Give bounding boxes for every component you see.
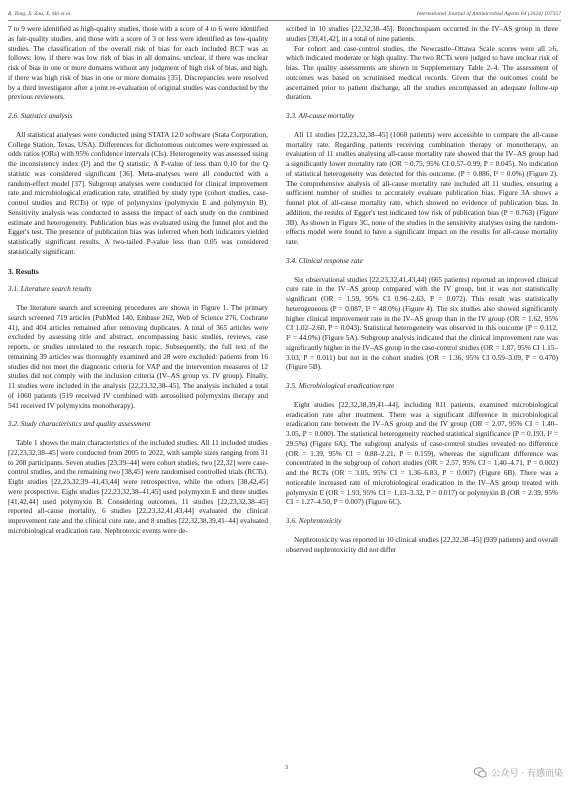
paragraph: The literature search and screening procedures are shown in Figure 1. The primary search screened 719 articles (PubMed 140, Embase 262, Web of Science 276, Cochrane 41), and 404 articles remained after removing duplicates. A total of 365 articles were excluded by assessing title and abstract, encompassing basic studies, reviews, case reports, or studies unrelated to the research topic. Subsequently, the full text of the remaining 39 articles was thoroughly examined and 28 were excluded: patients from 16 studies did not meet the diagnostic criteria for VAP and the intervention measures of 12 studies did not comply with the inclusion criteria (IV–AS group vs. IV group). Finally, 11 studies were included in the analysis [22,23,32,38–45]. The analysis included a total of 1060 patients (519 received IV combined with aerosolised polymyxins therapy and 541 received IV polymyxins monotherapy).: [8, 304, 268, 410]
running-header-authors: R. Tong, X. Zou, X. Shi et al.: [8, 11, 72, 17]
paragraph: All 11 studies [22,23,32,38–45] (1060 patients) were accessible to compare the all-cause mortality rate. Regarding patients receiving combination therapy or monotherapy, an evaluation of 11 studies analysing all-cause mortality rate showed that the IV–AS group had a significantly lower mortality rate (OR = 0.75, 95% CI 0.57–0.99, P = 0.045). No indication of statistical heterogeneity was detected for this outcome. (P = 0.886, I² = 0.0%) (Figure 2). The comprehensive analysis of all-cause mortality rate included all 11 studies, ensuring a sufficient number of studies to accurately evaluate publication bias. Figure 3A shows a funnel plot of all-cause mortality rate, which showed no evidence of publication bias. In addition, the results of Egger's test indicated low risk of publication bias (P = 0.763) (Figure 3B). As shown in Figure 3C, none of the studies in the sensitivity analyses using the random-effects model were found to have a significant impact on the results for all-cause mortality rate.: [286, 130, 558, 246]
subsection-heading: 3.1. Literature search results: [8, 285, 92, 294]
spacer: [286, 248, 558, 257]
watermark-text: 公众号 · 有感而染: [491, 769, 563, 779]
spacer: [286, 267, 558, 276]
left-column: [8, 25, 268, 537]
subsection-heading: 3.2. Study characteristics and quality assessment: [8, 420, 151, 429]
subsection-heading: 2.6. Statistics analysis: [8, 112, 73, 120]
spacer: [8, 295, 268, 304]
spacer: [8, 430, 268, 439]
paragraph: For cohort and case-control studies, the Newcastle–Ottawa Scale scores were all ≥6, which indicated moderate or high quality. The two RCTs were judged to have unclear risk of bias. The quality assessments are shown in Supplementary Table 2–4. The assessment of outcomes was based on scrutinised medical records. Given that the outcomes could be ascertained prior to patient discharge, all the studies encompassed an adequate follow-up duration.: [286, 44, 558, 102]
watermark: [474, 766, 563, 779]
paragraph: Eight studies [22,32,38,39,41–44], including 811 patients, examined microbiological eradication rate after treatment. There was a significant difference in microbiological eradication rate between the IV–AS group and the IV group (OR = 2.07, 95% CI = 1.40–3.05, P = 0.000). The statistical heterogeneity reached statistical significance (P = 0.193, I² = 29.5%) (Figure 6A). The subgroup analysis of case-control studies revealed no difference (OR = 1.39, 95% CI = 0.88–2.21, P = 0.159), whereas the significant difference was concentrated in the subgroup of cohort studies (OR = 2.57, 95% CI = 1.40–4.71, P = 0.002) and the RCTs (OR = 3.05, 95% CI = 1.36–6.83, P = 0.007) (Figure 6B). There was a noticeable increased rate of microbiological eradication in the IV–AS group treated with polymyxin E (OR = 1.93, 95% CI = 1.13–3.32, P = 0.017) or polymyxin B (OR = 2.39, 95% CI = 1.27–4.50, P = 0.007) (Figure 6C).: [286, 400, 558, 507]
paragraph: Nephrotoxicity was reported in 10 clinical studies [22,32,38–45] (939 patients) and overall observed nephrotoxicity did not differ: [286, 535, 558, 554]
spacer: [286, 122, 558, 131]
header-rule: [8, 20, 561, 21]
subsection-heading: 3.5. Microbiological eradication rate: [286, 382, 395, 390]
wechat-icon: [474, 767, 487, 778]
spacer: [286, 527, 558, 536]
spacer: [286, 103, 558, 112]
subsection-heading: 3.6. Nephrotoxicity: [286, 517, 342, 525]
paragraph: All statistical analyses were conducted using STATA 12.0 software (Stata Corporation, College Station, Texas, USA). Differences for dichotomous outcomes were expressed as odds ratios (ORs) with 95% confidence intervals (CIs). Heterogeneity was assessed using the inconsistency index (I²) and the Q statistic. A P-value of less than 0.10 for the Q statistic was considered significant [36]. Meta-analyses were all conducted with a random-effect model [37]. Subgroup analyses were conducted for clinical improvement rate and microbiological eradication rate, stratified by study type (cohort studies, case-control studies and RCTs) or type of polymyxins (polymyxin E and polymyxin B). Sensitivity analysis was conducted to assess the impact of each study on the combined estimate and heterogeneity. Publication bias was evaluated using the funnel plot and the Egger's test. The presence of publication bias was inferred when both indicators yielded statistically significant results. A two-tailed P-value less than 0.05 was considered statistically significant.: [8, 130, 268, 256]
paragraph: Six observational studies [22,23,32,41,43,44] (665 patients) reported an improved clinical cure rate in the IV–AS group compared with the IV group, but it was not statistically significant (OR = 1.59, 95% CI 0.96–2.63, P = 0.072). This result was statistically heterogeneous (P = 0.087, I² = 48.0%) (Figure 4). The six studies also showed significantly higher clinical improvement rate in the IV–AS group than in the IV group (OR = 1.62, 95% CI 1.02–2.60, P = 0.043). Statistical heterogeneity was observed in this outcome (P = 0.112, I² = 44.0%) (Figure 5A). Subgroup analysis indicated that the clinical improvement rate was significantly higher in the IV–AS group in the case-control studies (OR = 1.87, 95% CI 1.15–3.03, P = 0.011) but not in the cohort studies (OR = 1.36, 95% CI 0.59–3.09, P = 0.470) (Figure 5B).: [286, 275, 558, 372]
spacer: [286, 373, 558, 382]
spacer: [8, 258, 268, 267]
page-number: 3: [285, 765, 288, 771]
paragraph: scribed in 10 studies [22,32,38–45]. Bronchospasm occurred in the IV–AS group in three studies [39,41,42], in a total of nine patients.: [286, 25, 558, 43]
running-header-journal: International Journal of Antimicrobial Agents 64 (2024) 107357: [416, 11, 561, 17]
spacer: [8, 411, 268, 420]
paragraph: Table 1 shows the main characteristics of the included studies. All 11 included studies [22,23,32,38–45] were conducted from 2005 to 2022, with sample sizes ranging from 31 to 208 participants. Seven studies [23,39–44] were cohort studies, two [22,32] were case-control studies, and the remaining two [38,45] were randomised controlled trials (RCTs). Eight studies [22,23,32,39–41,43,44] were retrospective, while the others [38,42,45] were prospective. Eight studies [22,23,32,38–41,45] used polymyxin E and three studies [41,42,44] used polymyxin B. Considering outcomes, 11 studies [22,23,32,38–45] reported all-cause mortality, 6 studies [22,23,32,41,43,44] evaluated the clinical improvement rate and the clinical cure rate, and 8 studies [22,32,38,39,41–44] evaluated microbiological eradication rate. Nephrotoxic events were de-: [8, 439, 268, 535]
section-heading: 3. Results: [8, 266, 39, 276]
spacer: [8, 122, 268, 131]
right-column: [286, 25, 558, 555]
paragraph: 7 to 9 were identified as high-quality studies, those with a score of 4 to 6 were identified as fair-quality studies, and those with a score of 3 or less were identified as low-quality studies. The classification of the overall risk of bias for each included RCT was as follows: low, if there was low risk of bias in all domains, unclear, if there was unclear risk of bias in one or more domains without any judgment of high risk of bias, and high, if there was high risk of bias in one or more domains [35]. Discrepancies were resolved by a third investigator after a joint re-evaluation of original studies was conducted by the previous reviewers.: [8, 25, 268, 102]
spacer: [8, 276, 268, 285]
spacer: [286, 392, 558, 401]
spacer: [8, 103, 268, 112]
subsection-heading: 3.3. All-cause mortality: [286, 112, 355, 120]
spacer: [286, 508, 558, 517]
subsection-heading: 3.4. Clinical response rate: [286, 256, 363, 265]
